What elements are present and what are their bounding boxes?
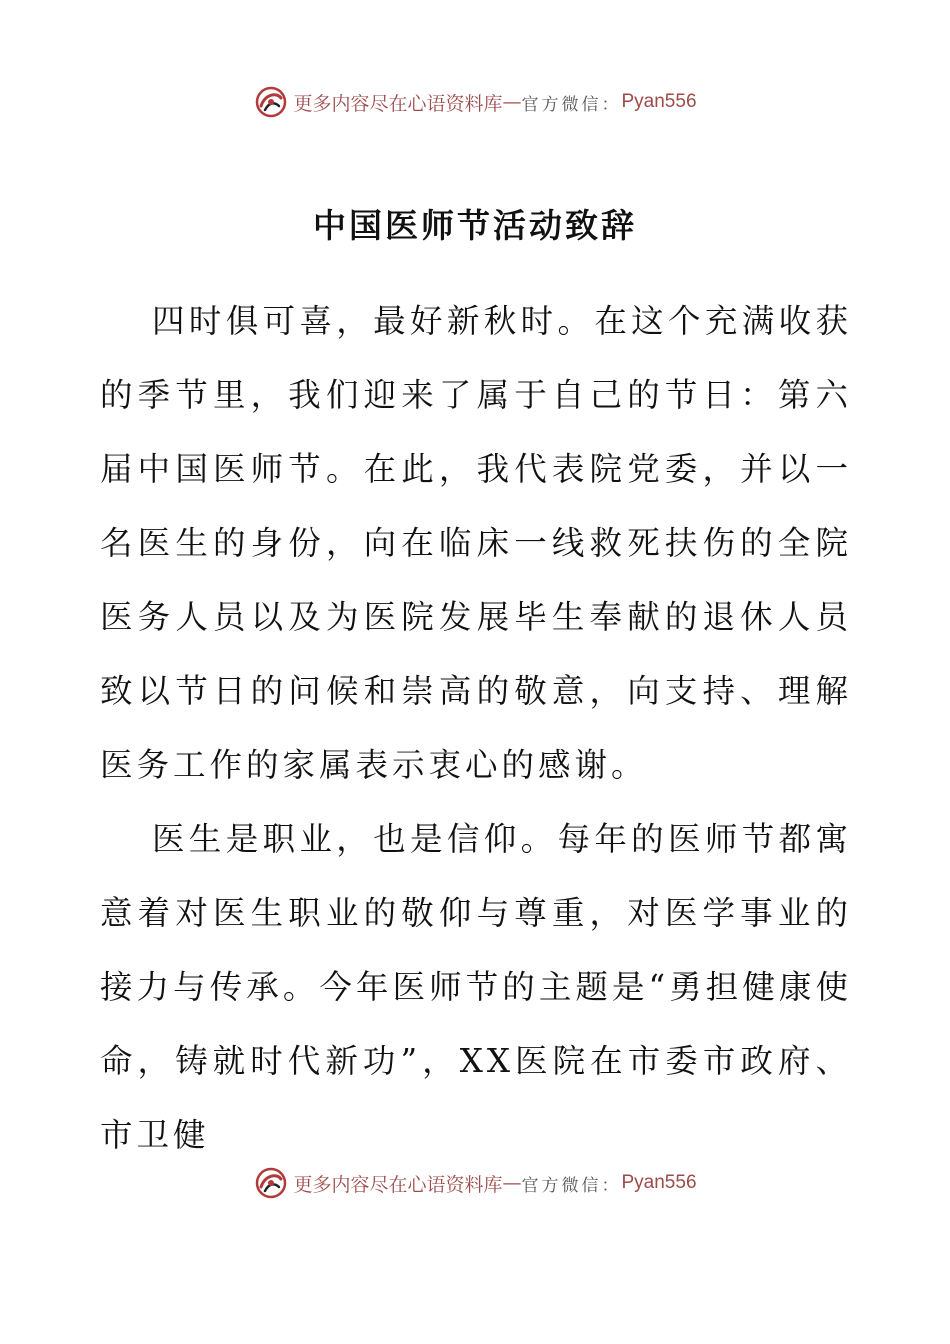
footer-banner (0, 1163, 950, 1203)
banner-separator: — (502, 1172, 522, 1194)
banner-separator: — (502, 91, 522, 113)
header-banner (0, 82, 950, 122)
wechat-label: 官方微信： (521, 1175, 622, 1196)
paragraph-2: 医生是职业，也是信仰。每年的医师节都寓意着对医生职业的敬仰与尊重，对医学事业的接力与传承。今年医师节的主题是“勇担健康使命，铸就时代新功”，XX医院在市委市政府、市卫健 (100, 820, 852, 1154)
circle-swirl-logo-icon (253, 84, 289, 120)
wechat-label: 官方微信： (521, 94, 622, 115)
wechat-id: Pyan556 (621, 1172, 697, 1193)
paragraph-1: 四时俱可喜，最好新秋时。在这个充满收获的季节里，我们迎来了属于自己的节日：第六届中国医师节。在此，我代表院党委，并以一名医生的身份，向在临床一线救死扶伤的全院医务人员以及为医院发展毕生奉献的退休人员致以节日的问候和崇高的敬意，向支持、理解医务工作的家属表示衷心的感谢。 (100, 302, 852, 784)
wechat-id: Pyan556 (621, 91, 697, 112)
promo-text: 更多内容尽在心语资料库 (293, 1173, 503, 1196)
circle-swirl-logo-icon (253, 1165, 289, 1201)
document-title: 中国医师节活动致辞 (313, 206, 637, 245)
promo-text: 更多内容尽在心语资料库 (293, 92, 503, 115)
document-body (100, 284, 852, 1172)
